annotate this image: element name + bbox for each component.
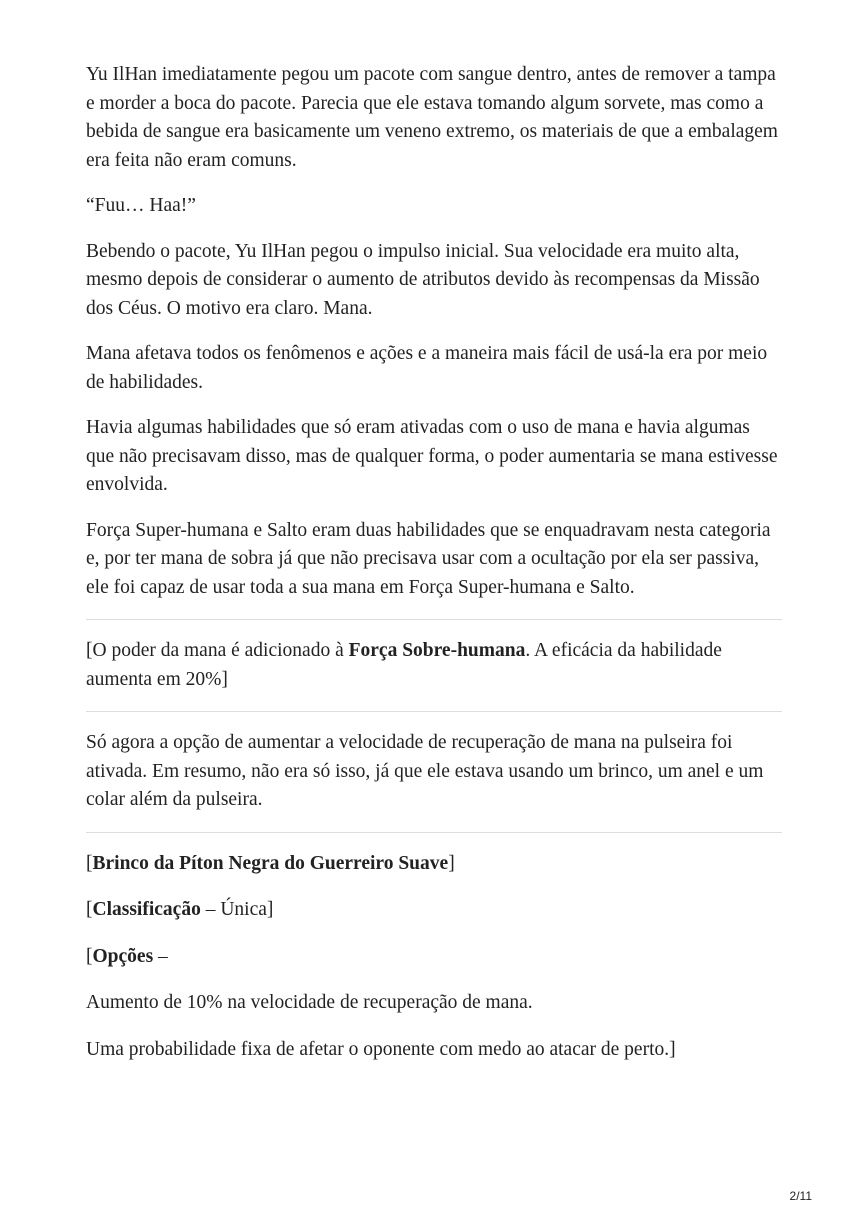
item-option: Uma probabilidade fixa de afetar o oponente com medo ao atacar de perto.] [86,1038,676,1060]
paragraph: Yu IlHan imediatamente pegou um pacote com sangue dentro, antes de remover a tampa e morder a boca do pacote. Parecia que ele estava tomando algum sorvete, mas como a bebida de sangue era basicamente um veneno extremo, os materiais de que a embalagem era feita não eram comuns. [86,64,778,171]
system-message-prefix: [O poder da mana é adicionado à [86,640,349,661]
system-message [86,637,782,694]
item-name [86,850,782,879]
item-classification [86,896,782,925]
item-option: Aumento de 10% na velocidade de recuperação de mana. [86,992,533,1013]
page-number: 2/11 [789,1189,812,1203]
bracket: [ [86,945,93,967]
divider [86,832,782,833]
system-message-suffix: . A eficácia da habilidade aumenta em 20%] [86,640,722,690]
system-message-skill: Força Sobre-humana [348,640,526,661]
bracket: ] [448,852,455,874]
paragraph: Bebendo o pacote, Yu IlHan pegou o impulso inicial. Sua velocidade era muito alta, mesmo depois de considerar o aumento de atributos devido às recompensas da Missão dos Céus. O motivo era claro. Mana. [86,240,760,319]
paragraph: “Fuu… Haa!” [86,195,196,216]
options-dash: – [153,945,168,967]
paragraph: Mana afetava todos os fenômenos e ações e a maneira mais fácil de usá-la era por meio de habilidades. [86,343,768,393]
options-label: Opções [92,945,154,967]
divider [86,619,782,620]
paragraph: Havia algumas habilidades que só eram ativadas com o uso de mana e havia algumas que não precisavam disso, mas de qualquer forma, o poder aumentaria se mana estivesse envolvida. [86,417,778,495]
bracket: [ [86,899,93,920]
bracket: [ [86,852,93,874]
divider [86,711,782,712]
item-options [86,943,782,972]
classification-label: Classificação [92,899,201,920]
document-page [86,61,782,1064]
classification-value: – Única] [200,899,274,920]
paragraph: Só agora a opção de aumentar a velocidade de recuperação de mana na pulseira foi ativada. Em resumo, não era só isso, já que ele estava usando um brinco, um anel e um colar além da pulseira. [86,732,764,810]
paragraph: Força Super-humana e Salto eram duas habilidades que se enquadravam nesta categoria e, por ter mana de sobra já que não precisava usar com a ocultação por ela ser passiva, ele foi capaz de usar toda a sua mana em Força Super-humana e Salto. [86,519,771,598]
item-name-text: Brinco da Píton Negra do Guerreiro Suave [92,852,449,874]
